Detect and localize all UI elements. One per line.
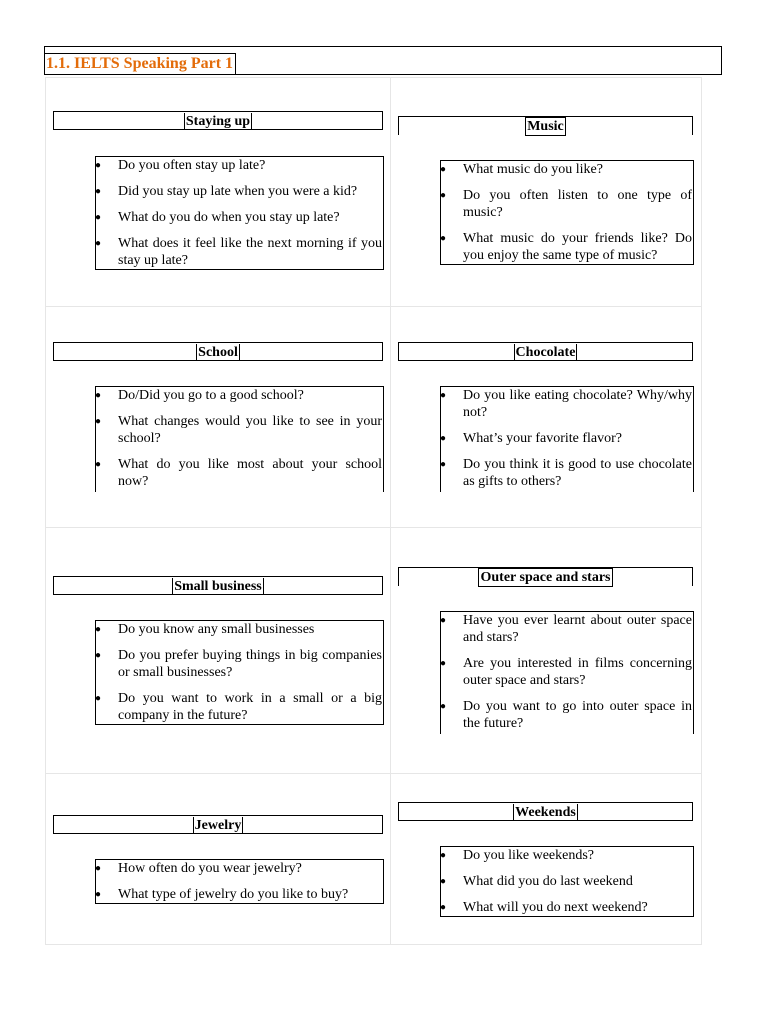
bullet-icon: ●: [440, 876, 447, 887]
topic-title: Jewelry: [194, 818, 242, 833]
topic-title: Music: [527, 119, 564, 134]
question-item: ● How often do you wear jewelry?: [95, 861, 302, 876]
question-item: ● Have you ever learnt about outer space and stars?: [440, 613, 692, 645]
question-list-staying-up: [95, 156, 384, 270]
bullet-icon: ●: [95, 624, 102, 635]
question-item: ● Do you want to go into outer space in the future?: [440, 699, 692, 731]
bullet-icon: ●: [440, 701, 447, 712]
bullet-icon: ●: [95, 459, 102, 470]
topic-title: Small business: [174, 579, 262, 594]
bullet-icon: ●: [95, 889, 102, 900]
question-list-chocolate: [440, 386, 694, 492]
bullet-icon: ●: [440, 850, 447, 861]
question-list-music: [440, 160, 694, 265]
question-item: ● Do you prefer buying things in big companies or small businesses?: [95, 648, 382, 680]
topic-heading-jewelry: [53, 815, 383, 834]
bullet-icon: ●: [95, 650, 102, 661]
bullet-icon: ●: [440, 658, 447, 669]
question-list-weekends: [440, 846, 694, 917]
grid-divider-row-3: [45, 773, 702, 774]
bullet-icon: ●: [95, 160, 102, 171]
bullet-icon: ●: [440, 390, 447, 401]
topic-heading-small-business: [53, 576, 383, 595]
topic-heading-music: [398, 116, 693, 135]
question-item: ● What type of jewelry do you like to buy?: [95, 887, 349, 902]
question-item: ● Did you stay up late when you were a kid?: [95, 184, 358, 199]
topic-heading-school: [53, 342, 383, 361]
bullet-icon: ●: [440, 615, 447, 626]
question-item: ● What do you like most about your school now?: [95, 457, 382, 489]
question-list-outer-space: [440, 611, 694, 734]
question-list-small-business: [95, 620, 384, 725]
question-item: ● What music do your friends like? Do you enjoy the same type of music?: [440, 231, 692, 263]
topic-heading-staying-up: [53, 111, 383, 130]
topic-heading-outer-space: [398, 567, 693, 586]
bullet-icon: ●: [440, 902, 447, 913]
topic-heading-weekends: [398, 802, 693, 821]
bullet-icon: ●: [95, 693, 102, 704]
bullet-icon: ●: [440, 233, 447, 244]
question-item: ● Do/Did you go to a good school?: [95, 388, 304, 403]
question-item: ● Do you often listen to one type of music?: [440, 188, 692, 220]
topic-title: Outer space and stars: [480, 570, 611, 585]
topic-title: Chocolate: [515, 345, 576, 360]
question-item: ● Do you think it is good to use chocolate as gifts to others?: [440, 457, 692, 489]
question-item: ● What did you do last weekend: [440, 874, 633, 889]
bullet-icon: ●: [440, 459, 447, 470]
bullet-icon: ●: [95, 416, 102, 427]
question-item: ● Do you want to work in a small or a big company in the future?: [95, 691, 382, 723]
bullet-icon: ●: [95, 238, 102, 249]
question-item: ● Do you like weekends?: [440, 848, 595, 863]
question-item: ● Do you like eating chocolate? Why/why not?: [440, 388, 692, 420]
topic-title: Weekends: [515, 805, 576, 820]
question-item: ● What do you do when you stay up late?: [95, 210, 340, 225]
topic-title: Staying up: [185, 114, 251, 129]
bullet-icon: ●: [95, 390, 102, 401]
bullet-icon: ●: [95, 863, 102, 874]
bullet-icon: ●: [440, 164, 447, 175]
bullet-icon: ●: [95, 186, 102, 197]
bullet-icon: ●: [95, 212, 102, 223]
question-item: ● What’s your favorite flavor?: [440, 431, 622, 446]
section-title: 1.1. IELTS Speaking Part 1: [45, 53, 236, 75]
question-list-school: [95, 386, 384, 492]
bullet-icon: ●: [440, 190, 447, 201]
question-item: ● What music do you like?: [440, 162, 603, 177]
grid-divider-row-2: [45, 527, 702, 528]
section-header-box: [44, 46, 722, 75]
grid-divider-row-1: [45, 306, 702, 307]
question-item: ● Are you interested in films concerning outer space and stars?: [440, 656, 692, 688]
topic-heading-chocolate: [398, 342, 693, 361]
question-list-jewelry: [95, 859, 384, 904]
question-item: ● What does it feel like the next morning if you stay up late?: [95, 236, 382, 268]
grid-divider-vertical: [390, 77, 391, 945]
question-item: ● Do you know any small businesses: [95, 622, 315, 637]
bullet-icon: ●: [440, 433, 447, 444]
topic-title: School: [198, 345, 238, 360]
question-item: ● What will you do next weekend?: [440, 900, 648, 915]
question-item: ● Do you often stay up late?: [95, 158, 266, 173]
question-item: ● What changes would you like to see in your school?: [95, 414, 382, 446]
